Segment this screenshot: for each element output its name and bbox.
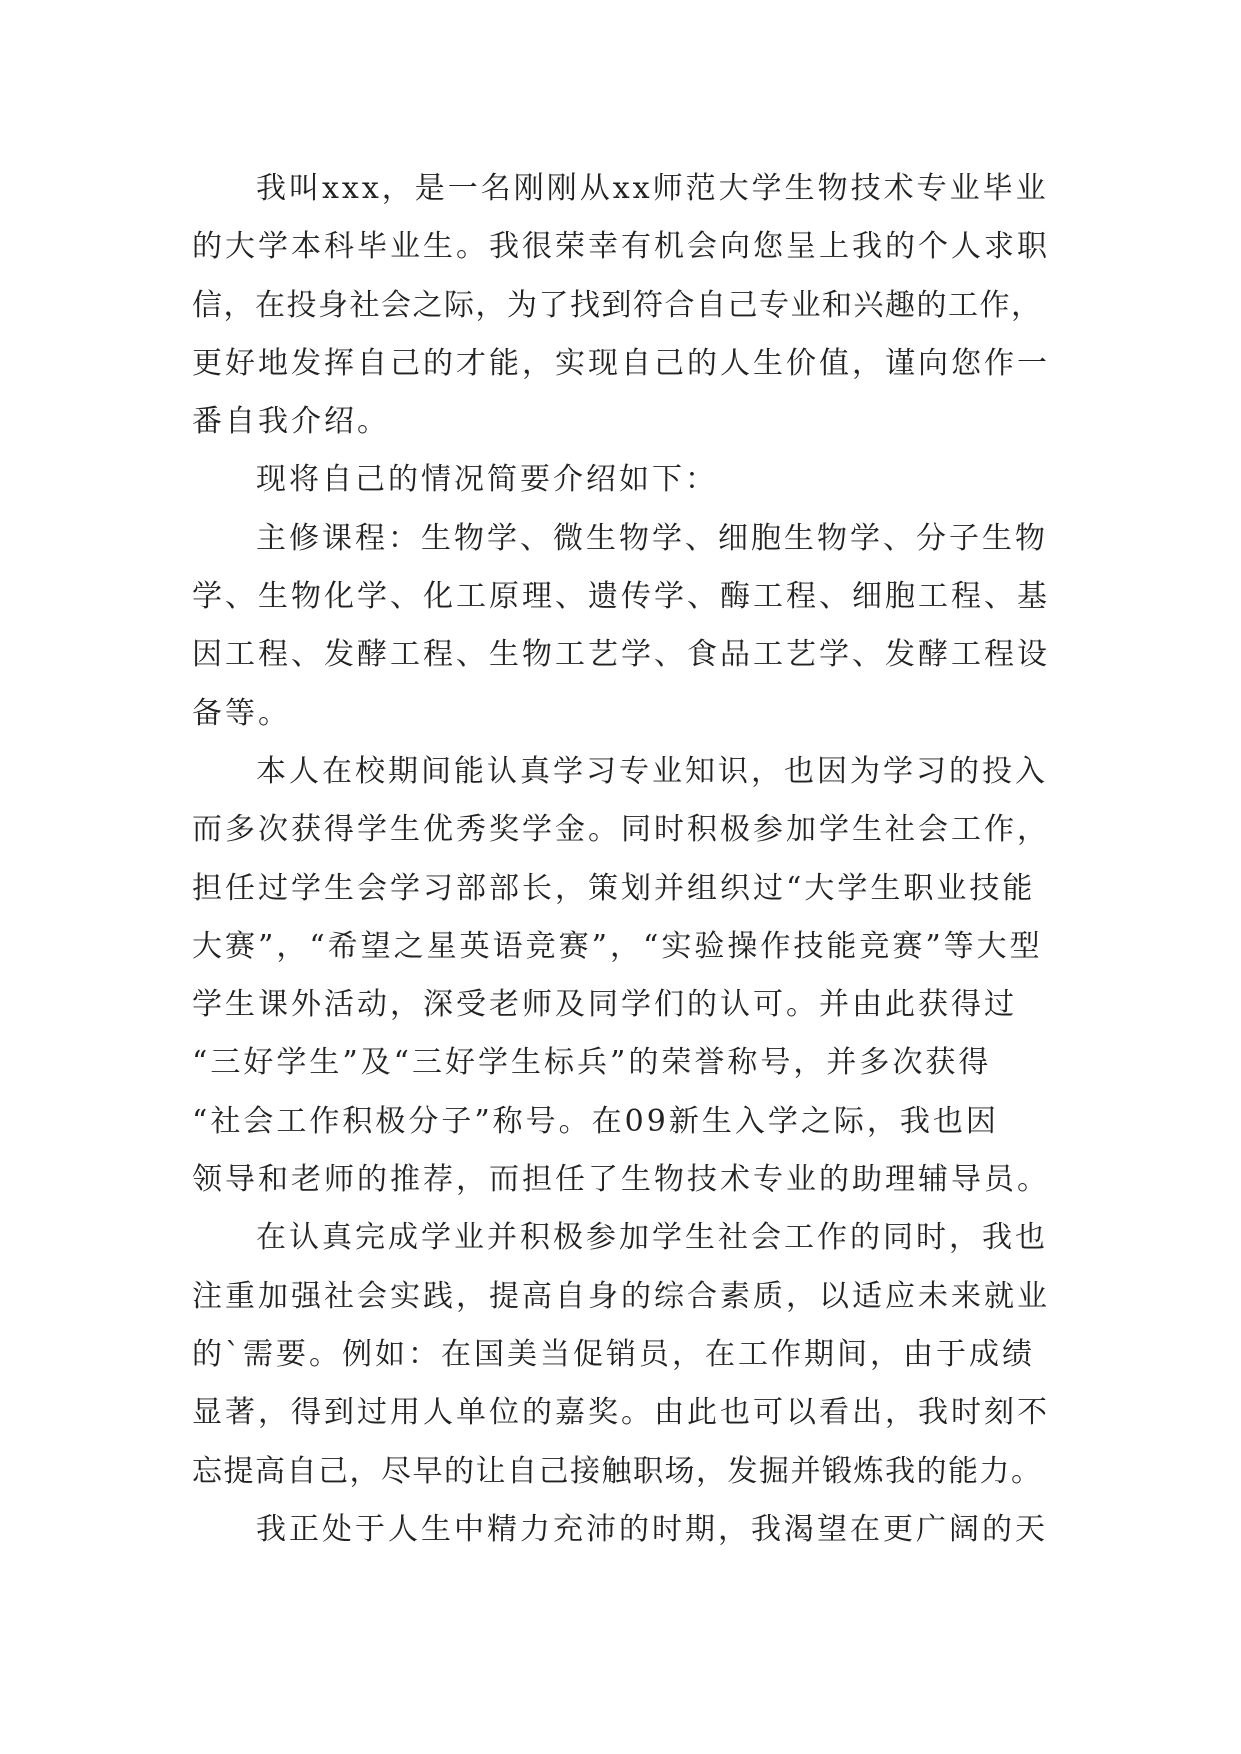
text-line: 番自我介绍。 [192,404,390,440]
text-line: 现将自己的情况简要介绍如下： [256,462,718,498]
text-line: 我正处于人生中精力充沛的时期，我渴望在更广阔的天 [256,1511,1048,1547]
text-line: 更好地发挥自己的才能，实现自己的人生价值，谨向您作一 [192,345,1050,381]
text-line: 的`需要。例如：在国美当促销员，在工作期间，由于成绩 [192,1336,1035,1372]
text-line: 显著，得到过用人单位的嘉奖。由此也可以看出，我时刻不 [192,1395,1050,1431]
text-line: 忘提高自己，尽早的让自己接触职场，发掘并锻炼我的能力。 [192,1453,1043,1489]
text-line: “三好学生”及“三好学生标兵”的荣誉称号，并多次获得 [192,1045,992,1081]
text-line: 而多次获得学生优秀奖学金。同时积极参加学生社会工作， [192,812,1050,848]
text-line: 担任过学生会学习部部长，策划并组织过“大学生职业技能 [192,870,1036,906]
text-line: 学生课外活动，深受老师及同学们的认可。并由此获得过 [192,987,1017,1023]
text-line: 在认真完成学业并积极参加学生社会工作的同时，我也 [256,1220,1048,1256]
text-line: 主修课程：生物学、微生物学、细胞生物学、分子生物 [256,520,1048,556]
text-line: 本人在校期间能认真学习专业知识，也因为学习的投入 [256,753,1048,789]
text-line: 备等。 [192,695,291,731]
body-text [192,160,1052,1559]
text-line: 注重加强社会实践，提高自身的综合素质，以适应未来就业 [192,1278,1050,1314]
text-line: 因工程、发酵工程、生物工艺学、食品工艺学、发酵工程设 [192,637,1050,673]
text-line: 学、生物化学、化工原理、遗传学、酶工程、细胞工程、基 [192,579,1050,615]
text-line: 我叫xxx，是一名刚刚从xx师范大学生物技术专业毕业 [256,171,1049,206]
text-line: “社会工作积极分子”称号。在09新生入学之际，我也因 [192,1103,999,1139]
text-line: 领导和老师的推荐，而担任了生物技术专业的助理辅导员。 [192,1162,1050,1198]
text-line: 的大学本科毕业生。我很荣幸有机会向您呈上我的个人求职 [192,229,1050,265]
text-line: 大赛”，“希望之星英语竞赛”，“实验操作技能竞赛”等大型 [192,928,1043,964]
text-line: 信，在投身社会之际，为了找到符合自己专业和兴趣的工作， [192,287,1043,323]
